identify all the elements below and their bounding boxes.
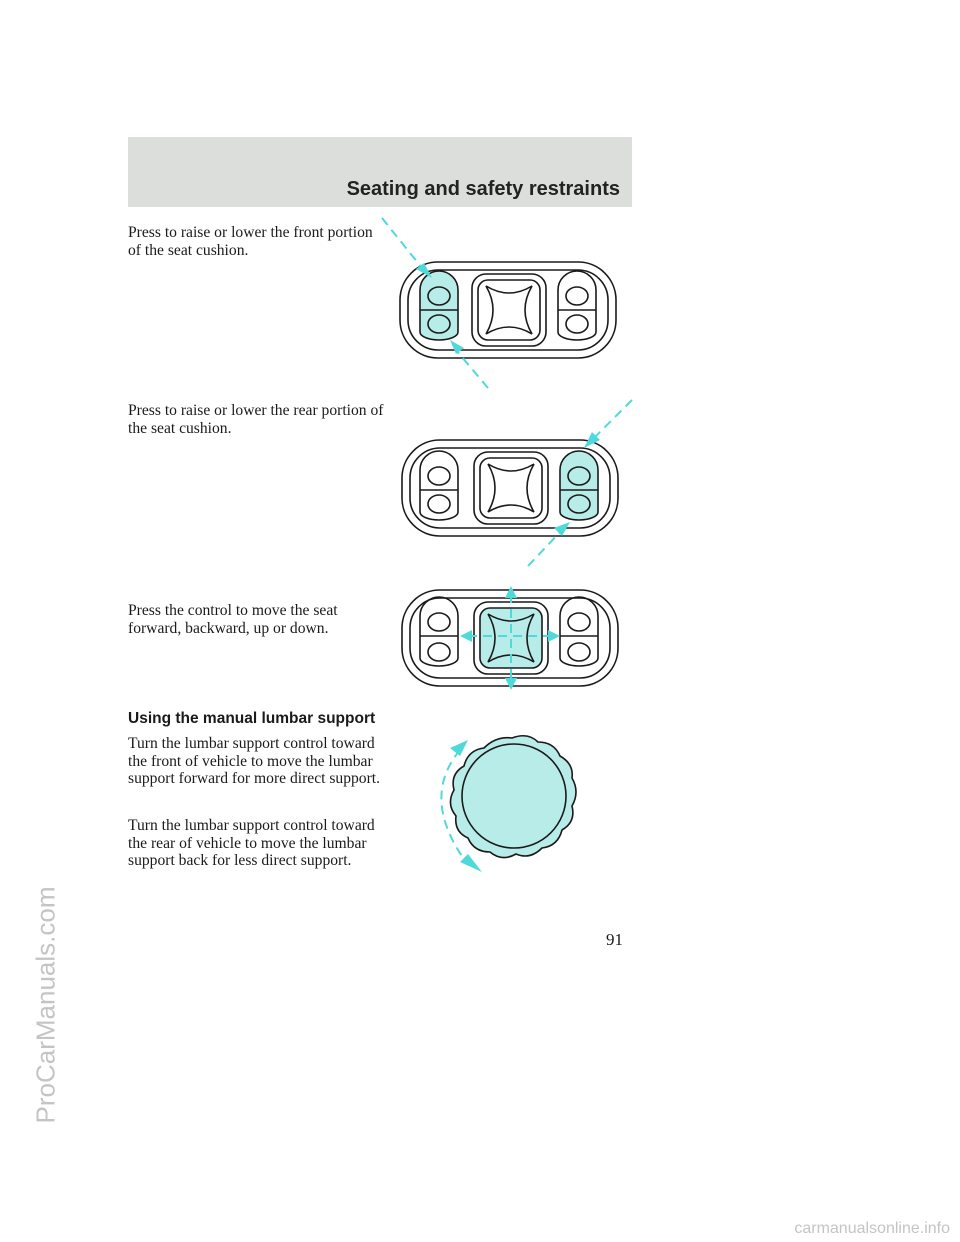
rear-cushion-switch: [558, 271, 596, 340]
rear-cushion-instruction: Press to raise or lower the rear portion of the seat cushion.: [128, 402, 384, 437]
rear-cushion-switch-diagram: [380, 398, 640, 568]
seat-position-switch: [474, 452, 548, 524]
rear-cushion-switch-highlighted: [560, 451, 598, 520]
lumbar-knob: [450, 736, 576, 858]
front-cushion-switch-highlighted: [420, 271, 458, 340]
seat-position-switch-diagram: [380, 584, 640, 694]
watermark: ProCarManuals.com: [30, 886, 61, 1124]
front-cushion-instruction: Press to raise or lower the front portion of the seat cushion.: [128, 224, 373, 259]
lumbar-back-instruction: Turn the lumbar support control toward the rear of vehicle to move the lumbar support back for less direct support.: [128, 817, 375, 870]
seat-position-switch: [472, 274, 546, 346]
lumbar-heading: Using the manual lumbar support: [128, 710, 376, 727]
page-number: 91: [606, 930, 623, 949]
section-title: Seating and safety restraints: [346, 178, 620, 200]
front-cushion-switch: [420, 597, 458, 666]
seat-move-instruction: Press the control to move the seat forward, backward, up or down.: [128, 602, 338, 637]
lumbar-knob-diagram: [420, 728, 590, 878]
front-cushion-switch: [420, 451, 458, 520]
front-cushion-switch-diagram: [380, 228, 640, 398]
lumbar-forward-instruction: Turn the lumbar support control toward the front of vehicle to move the lumbar support forward for more direct support.: [128, 735, 381, 788]
section-header-band: [128, 137, 632, 207]
footer-url: carmanualsonline.info: [794, 1220, 950, 1237]
rear-cushion-switch: [560, 597, 598, 666]
